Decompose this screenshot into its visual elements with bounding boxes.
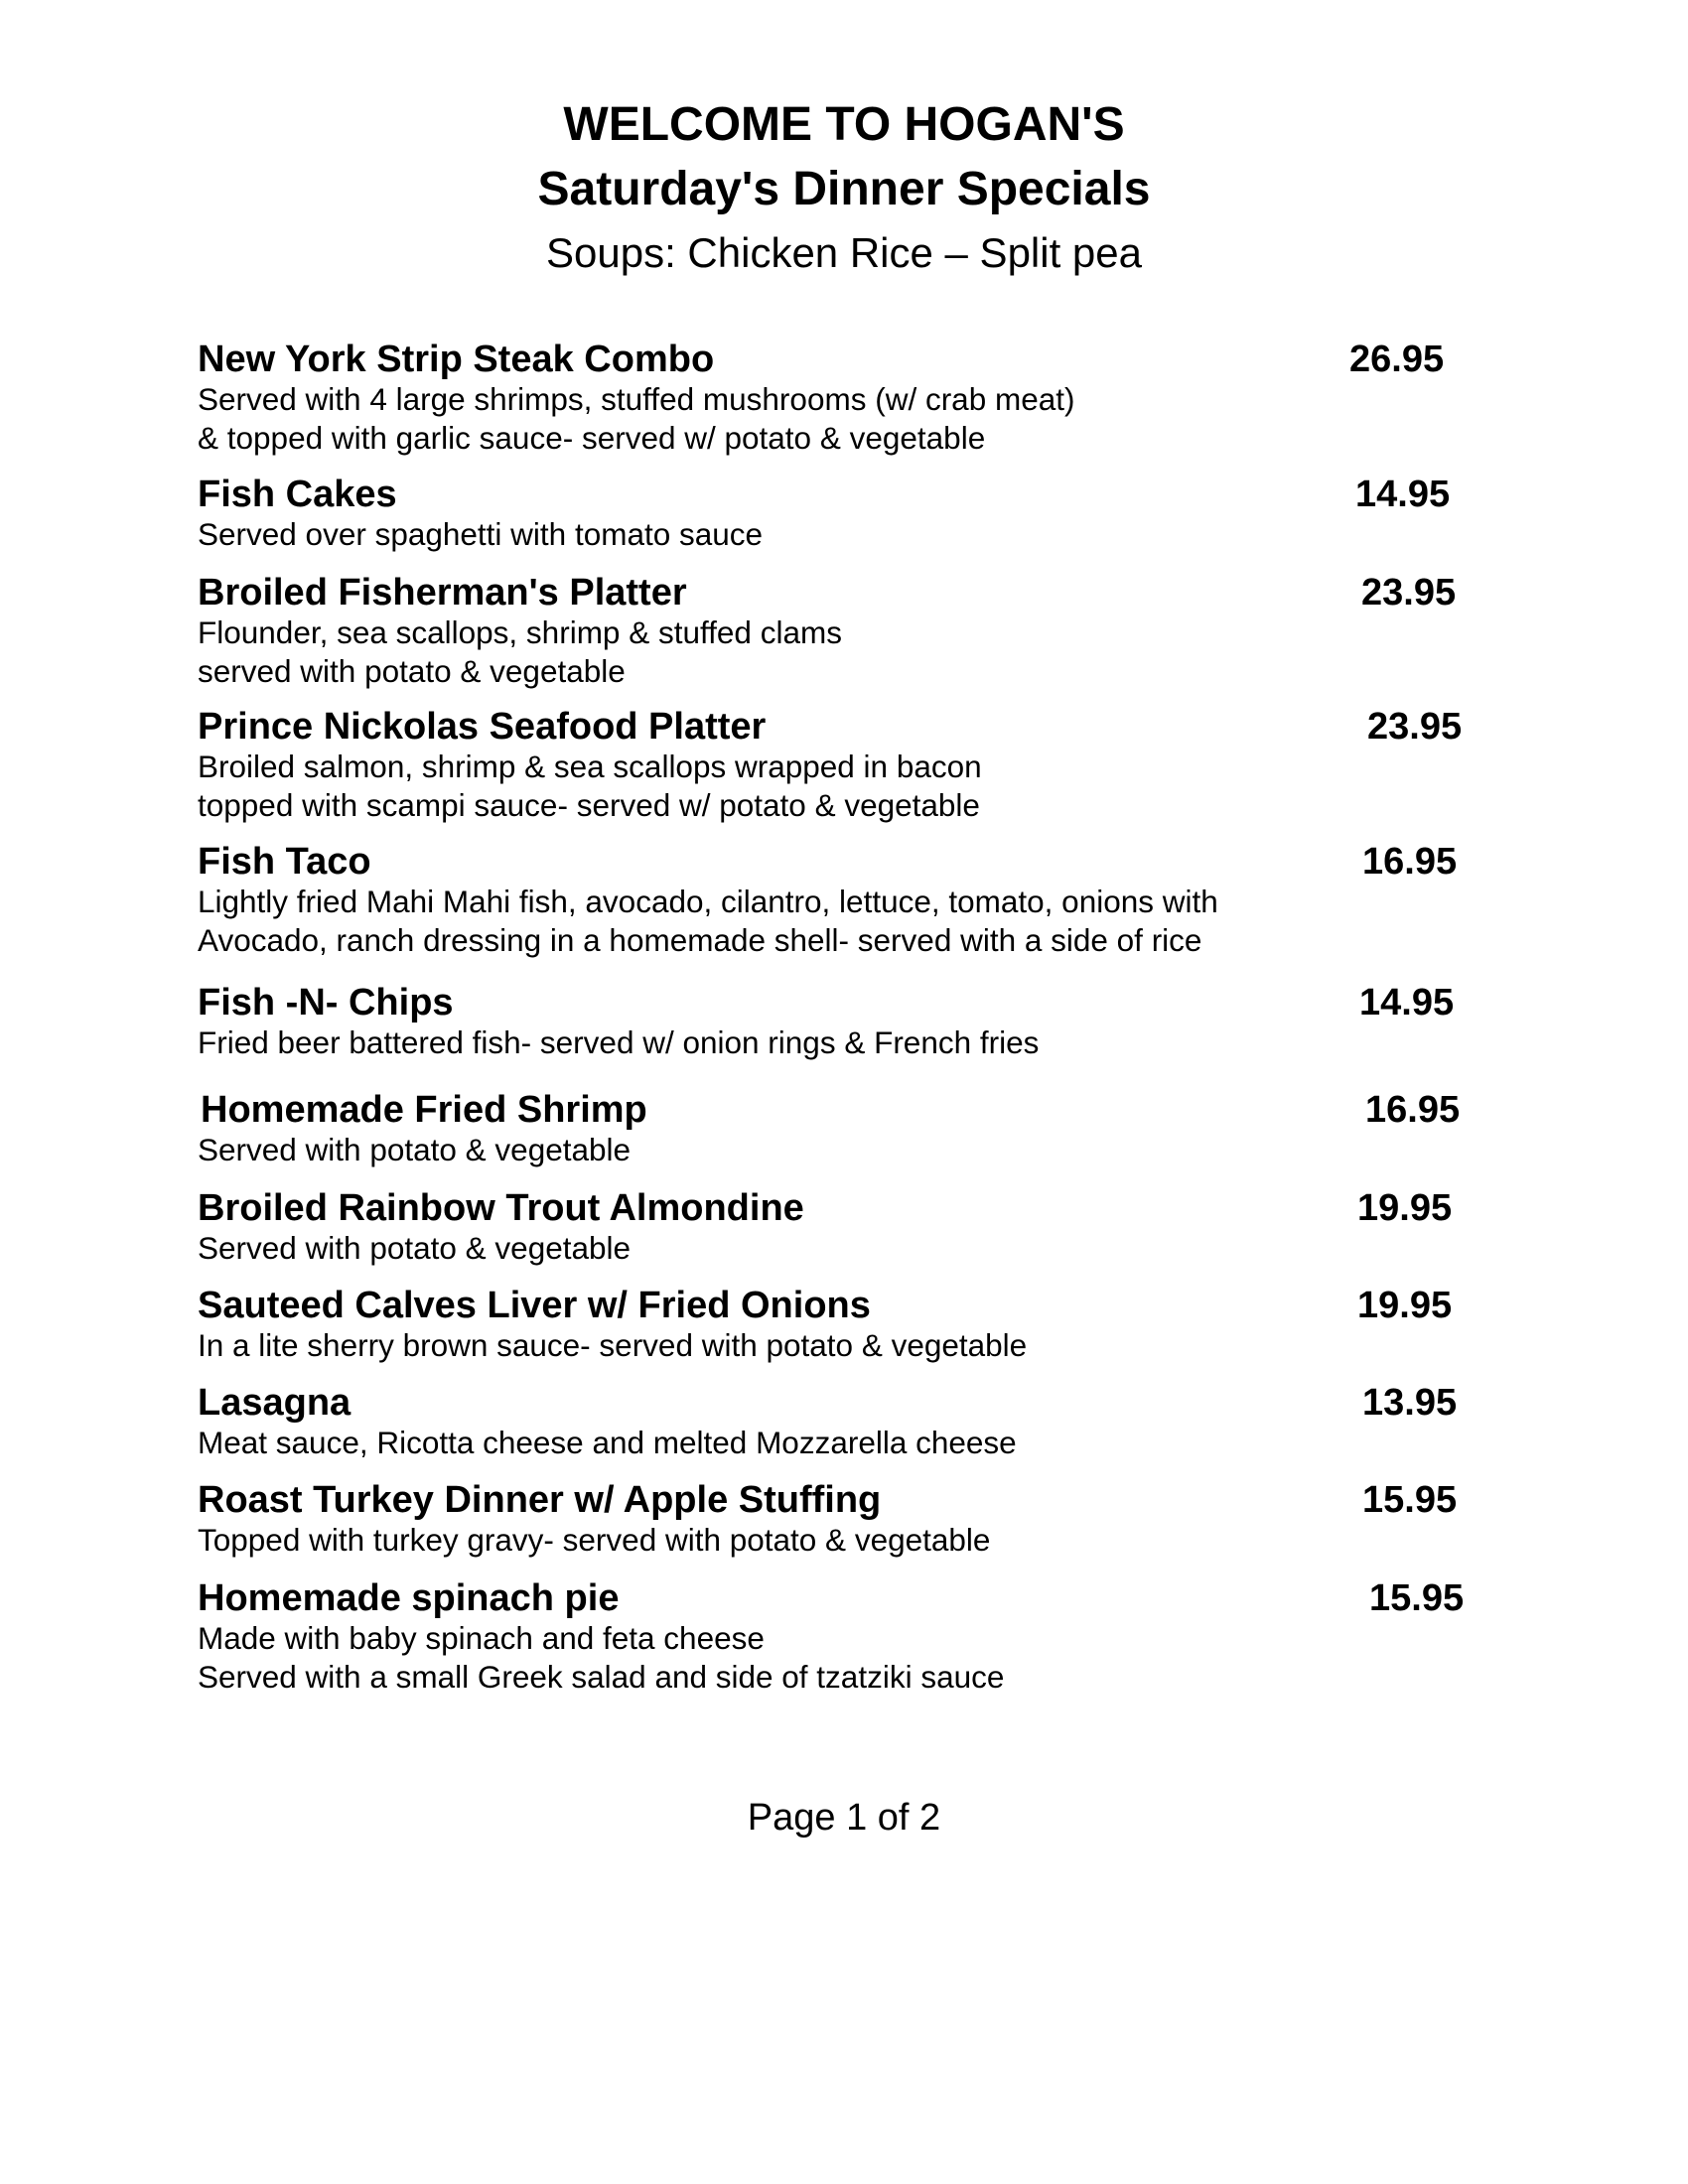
- item-description: [198, 883, 1218, 959]
- item-description: [198, 1229, 631, 1268]
- description-line: In a lite sherry brown sauce- served with potato & vegetable: [198, 1327, 1028, 1363]
- item-description: [198, 1521, 990, 1560]
- item-name: Fish Cakes: [198, 474, 397, 515]
- description-line: topped with scampi sauce- served w/ potato & vegetable: [198, 786, 980, 823]
- description-line: Topped with turkey gravy- served with potato & vegetable: [198, 1522, 991, 1558]
- description-line: Served with potato & vegetable: [198, 1230, 632, 1266]
- specials-title: Saturday's Dinner Specials: [537, 163, 1151, 215]
- item-price: 13.95: [1362, 1382, 1458, 1424]
- item-price: 14.95: [1355, 474, 1451, 515]
- item-name: Broiled Rainbow Trout Almondine: [198, 1187, 804, 1229]
- page-number: Page 1 of 2: [747, 1797, 941, 1839]
- description-line: Meat sauce, Ricotta cheese and melted Mozzarella cheese: [198, 1425, 1017, 1460]
- description-line: Avocado, ranch dressing in a homemade shell- served with a side of rice: [198, 921, 1202, 958]
- item-description: [198, 1326, 1027, 1365]
- description-line: Made with baby spinach and feta cheese: [198, 1620, 765, 1656]
- item-description: [198, 380, 1075, 457]
- welcome-heading: WELCOME TO HOGAN'S: [563, 98, 1125, 151]
- item-name: New York Strip Steak Combo: [198, 339, 715, 380]
- item-price: 26.95: [1349, 339, 1445, 380]
- description-line: & topped with garlic sauce- served w/ potato & vegetable: [198, 419, 986, 456]
- description-line: Flounder, sea scallops, shrimp & stuffed clams: [198, 614, 842, 650]
- description-line: Served with potato & vegetable: [198, 1132, 632, 1167]
- soups-line: Soups: Chicken Rice – Split pea: [546, 229, 1142, 276]
- item-price: 19.95: [1357, 1285, 1453, 1326]
- item-name: Homemade spinach pie: [198, 1577, 620, 1619]
- item-name: Sauteed Calves Liver w/ Fried Onions: [198, 1285, 871, 1326]
- item-description: [198, 1131, 631, 1169]
- item-name: Homemade Fried Shrimp: [201, 1089, 647, 1131]
- item-price: 23.95: [1367, 706, 1463, 748]
- description-line: Served with 4 large shrimps, stuffed mushrooms (w/ crab meat): [198, 381, 1075, 417]
- item-name: Broiled Fisherman's Platter: [198, 572, 687, 614]
- item-name: Fish -N- Chips: [198, 982, 454, 1024]
- item-description: [198, 748, 982, 824]
- item-price: 19.95: [1357, 1187, 1453, 1229]
- item-name: Prince Nickolas Seafood Platter: [198, 706, 767, 748]
- item-description: [198, 1619, 1004, 1696]
- item-price: 15.95: [1362, 1479, 1458, 1521]
- item-price: 14.95: [1359, 982, 1455, 1024]
- item-description: [198, 1424, 1017, 1462]
- item-price: 16.95: [1362, 841, 1458, 883]
- item-description: [198, 515, 763, 554]
- item-price: 15.95: [1369, 1577, 1465, 1619]
- description-line: Lightly fried Mahi Mahi fish, avocado, cilantro, lettuce, tomato, onions with: [198, 884, 1218, 919]
- item-price: 23.95: [1361, 572, 1457, 614]
- description-line: Broiled salmon, shrimp & sea scallops wrapped in bacon: [198, 749, 982, 784]
- description-line: Served with a small Greek salad and side of tzatziki sauce: [198, 1658, 1005, 1695]
- description-line: Fried beer battered fish- served w/ onion rings & French fries: [198, 1024, 1040, 1060]
- item-description: [198, 614, 842, 690]
- item-description: [198, 1024, 1039, 1062]
- description-line: served with potato & vegetable: [198, 652, 626, 689]
- item-price: 16.95: [1365, 1089, 1461, 1131]
- description-line: Served over spaghetti with tomato sauce: [198, 516, 764, 552]
- item-name: Roast Turkey Dinner w/ Apple Stuffing: [198, 1479, 882, 1521]
- item-name: Lasagna: [198, 1382, 352, 1424]
- item-name: Fish Taco: [198, 841, 371, 883]
